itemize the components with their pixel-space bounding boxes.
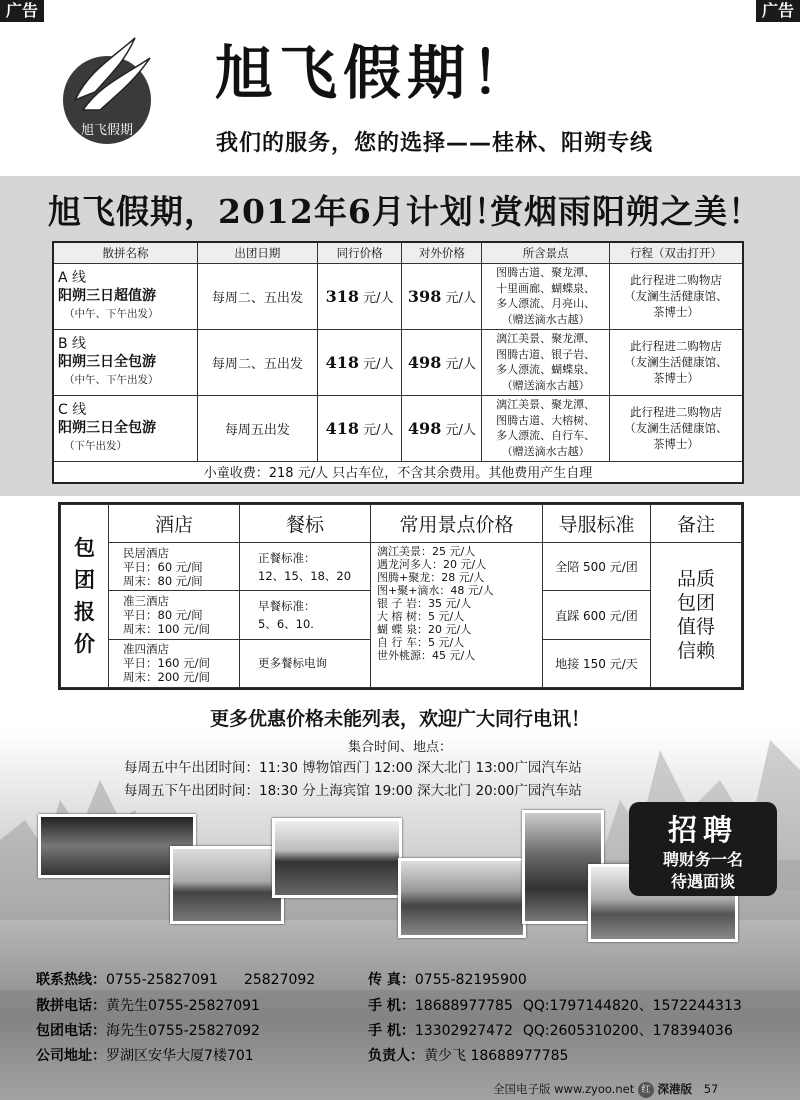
col-header: 导服标准 bbox=[543, 505, 651, 543]
plan-title: 旭飞假期，2012年6月计划！ bbox=[48, 192, 508, 231]
remark: 品质 包团 值得 信赖 bbox=[651, 543, 742, 688]
address: 公司地址：罗湖区安华大厦7楼701 bbox=[36, 1048, 254, 1064]
trade-price: 418 元/人 bbox=[317, 395, 402, 461]
meal-cell: 早餐标准： 5、6、10. bbox=[240, 591, 371, 639]
col-header: 常用景点价格 bbox=[371, 505, 543, 543]
table-row bbox=[53, 263, 743, 329]
scenic-prices: 漓江美景：25 元/人 遇龙河多人：20 元/人 图腾+聚龙：28 元/人 图+聚+滴水：48 元/人 银 子 岩：35 元/人 大 榕 树：5 元/人 蝴 蝶 泉：20 元/人 自 行 车：5 元/人 世外桃源：45 元/人 bbox=[371, 543, 543, 688]
public-price: 398 元/人 bbox=[402, 263, 482, 329]
hotel-cell: 民居酒店 平日：60 元/间 周末：80 元/间 bbox=[109, 543, 240, 591]
included-spots: 漓江美景、聚龙潭、 图腾古道、大榕树、 多人漂流、自行车、 （赠送滴水古越） bbox=[482, 395, 610, 461]
public-price: 498 元/人 bbox=[402, 395, 482, 461]
guide-fee: 地接 150 元/天 bbox=[543, 639, 651, 687]
included-spots: 漓江美景、聚龙潭、 图腾古道、银子岩、 多人漂流、蝴蝶泉、 （赠送滴水古越） bbox=[482, 329, 610, 395]
red-logo-icon: 红 bbox=[638, 1082, 654, 1098]
col-header: 出团日期 bbox=[198, 242, 318, 263]
table-row bbox=[53, 329, 743, 395]
brand-title: 旭飞假期！ bbox=[215, 39, 536, 107]
tour-name: 阳朔三日全包游 bbox=[58, 420, 156, 436]
plan-slogan: 赏烟雨阳朔之美！ bbox=[490, 192, 762, 231]
fit-phone: 散拼电话：黄先生0755-25827091 bbox=[36, 998, 260, 1014]
hotline: 联系热线：0755-25827091 25827092 bbox=[36, 972, 316, 988]
trade-price: 318 元/人 bbox=[317, 263, 402, 329]
departure-date: 每周五出发 bbox=[198, 395, 318, 461]
brand-slogan: 我们的服务，您的选择——桂林、阳朔专线 bbox=[216, 131, 654, 156]
hiring-title: 招聘 bbox=[667, 813, 738, 847]
departure-time: （下午出发） bbox=[64, 440, 127, 452]
col-header: 餐标 bbox=[240, 505, 371, 543]
col-header: 散拼名称 bbox=[53, 242, 198, 263]
fax: 传 真：0755-82195900 bbox=[368, 972, 527, 988]
line-code: A 线 bbox=[58, 270, 87, 286]
group-phone: 包团电话：海先生0755-25827092 bbox=[36, 1023, 260, 1039]
col-header: 行程（双击打开） bbox=[609, 242, 743, 263]
trade-price: 418 元/人 bbox=[317, 329, 402, 395]
departure-time: （中午、下午出发） bbox=[64, 374, 159, 386]
table-row bbox=[53, 395, 743, 461]
col-header: 备注 bbox=[651, 505, 742, 543]
logo-text: 旭飞假期 bbox=[80, 123, 134, 138]
col-header: 所含景点 bbox=[482, 242, 610, 263]
schedule-noon: 每周五中午出团时间：11:30 博物馆西门 12:00 深大北门 13:00广园汽车站 bbox=[124, 760, 582, 776]
tour-price-table bbox=[52, 241, 744, 484]
departure-date: 每周二、五出发 bbox=[198, 263, 318, 329]
line-code: C 线 bbox=[58, 402, 87, 418]
guide-fee: 全陪 500 元/团 bbox=[543, 543, 651, 591]
departure-time: （中午、下午出发） bbox=[64, 308, 159, 320]
itinerary-link[interactable]: 此行程进二购物店 （友澜生活健康馆、 茶博士） bbox=[609, 329, 743, 395]
hotel-cell: 准三酒店 平日：80 元/间 周末：100 元/间 bbox=[109, 591, 240, 639]
child-fee-row bbox=[53, 461, 743, 483]
itinerary-link[interactable]: 此行程进二购物店 （友澜生活健康馆、 茶博士） bbox=[609, 263, 743, 329]
page-footer: 全国电子版 www.zyoo.net 红 深港版 57 bbox=[493, 1082, 719, 1096]
col-header: 酒店 bbox=[109, 505, 240, 543]
group-quote-label: 包 团 报 价 bbox=[61, 505, 109, 688]
schedule-evening: 每周五下午出团时间：18:30 分上海宾馆 19:00 深大北门 20:00广园汽车站 bbox=[124, 783, 582, 799]
village-photo bbox=[170, 846, 284, 924]
line-code: B 线 bbox=[58, 336, 87, 352]
group-mobile: 手 机：13302927472 QQ:2605310200、178394036 bbox=[368, 1023, 733, 1039]
hotel-cell: 准四酒店 平日：160 元/间 周末：200 元/间 bbox=[109, 639, 240, 687]
ad-label-left: 广告 bbox=[0, 0, 44, 22]
departure-date: 每周二、五出发 bbox=[198, 329, 318, 395]
public-price: 498 元/人 bbox=[402, 329, 482, 395]
hiring-position: 聘财务一名 bbox=[662, 850, 743, 869]
col-header: 对外价格 bbox=[402, 242, 482, 263]
fit-mobile: 手 机：18688977785 QQ:1797144820、1572244313 bbox=[368, 998, 742, 1014]
tour-name: 阳朔三日全包游 bbox=[58, 354, 156, 370]
group-quote-box bbox=[58, 502, 744, 690]
hiring-terms: 待遇面谈 bbox=[670, 872, 735, 891]
included-spots: 图腾古道、聚龙潭、 十里画廊、蝴蝶泉、 多人漂流、月亮山、 （赠送滴水古越） bbox=[482, 263, 610, 329]
itinerary-link[interactable]: 此行程进二购物店 （友澜生活健康馆、 茶博士） bbox=[609, 395, 743, 461]
lake-photo bbox=[272, 818, 402, 898]
tour-name: 阳朔三日超值游 bbox=[58, 288, 156, 304]
hiring-badge bbox=[629, 802, 777, 896]
child-fee: 小童收费：218 元/人 只占车位，不含其余费用。其他费用产生自理 bbox=[53, 461, 743, 483]
col-header: 同行价格 bbox=[317, 242, 402, 263]
ad-label-right: 广告 bbox=[756, 0, 800, 22]
meeting-title: 集合时间、地点： bbox=[347, 740, 452, 755]
brand-logo bbox=[55, 30, 160, 150]
river-photo bbox=[398, 858, 526, 938]
manager: 负责人：黄少飞 18688977785 bbox=[368, 1048, 569, 1064]
table-header-row bbox=[53, 242, 743, 263]
more-offers-note: 更多优惠价格未能列表，欢迎广大同行电讯！ bbox=[209, 708, 590, 730]
guide-fee: 直踩 600 元/团 bbox=[543, 591, 651, 639]
group-quote-table bbox=[60, 504, 742, 688]
meal-cell: 更多餐标电询 bbox=[240, 639, 371, 687]
meal-cell: 正餐标准： 12、15、18、20 bbox=[240, 543, 371, 591]
